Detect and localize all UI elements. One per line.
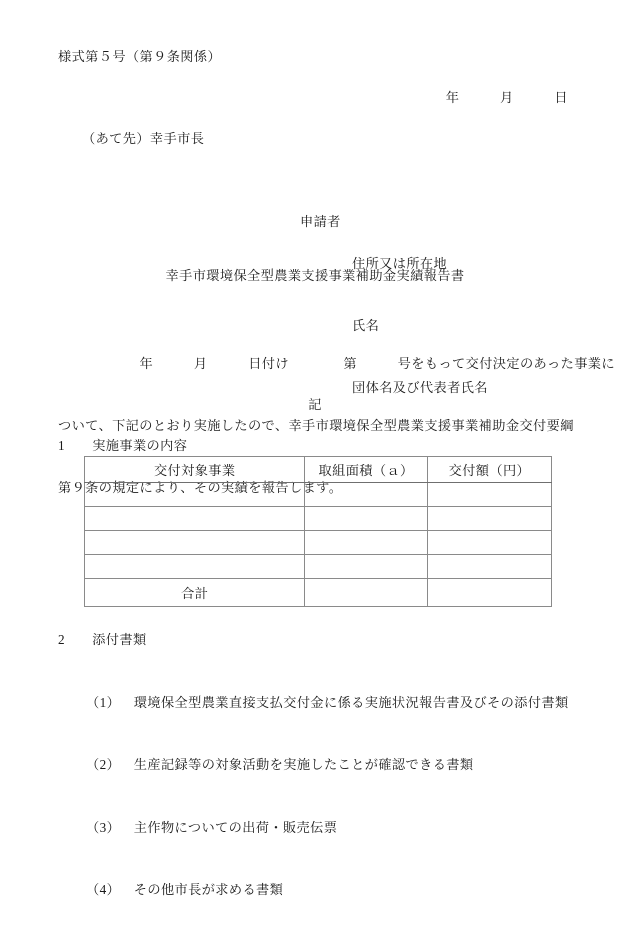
attachment-marker-4: （4）	[86, 882, 121, 898]
applicant-label: 申請者	[300, 213, 341, 229]
section-2-number: 2	[58, 632, 65, 647]
cell-area[interactable]	[305, 531, 427, 555]
list-item	[86, 692, 569, 714]
applicant-organization-field: 団体名及び代表者氏名	[352, 380, 488, 396]
ki-marker: 記	[308, 397, 322, 412]
cell-target-project[interactable]	[85, 507, 305, 531]
addressee-line: （あて先）幸手市長	[82, 131, 205, 146]
cell-amount[interactable]	[427, 483, 551, 507]
table-header-row	[85, 457, 552, 483]
cell-area[interactable]	[305, 483, 427, 507]
applicant-name-field: 氏名	[352, 318, 380, 334]
section-1-label: 実施事業の内容	[92, 438, 188, 453]
table-total-row	[85, 579, 552, 607]
form-number: 様式第５号（第９条関係）	[58, 49, 222, 64]
attachment-marker-1: （1）	[86, 694, 121, 710]
attachment-list	[86, 651, 569, 942]
cell-target-project[interactable]	[85, 531, 305, 555]
cell-amount[interactable]	[427, 555, 551, 579]
attachment-text-4: その他市長が求める書類	[133, 882, 284, 898]
body-line-3: 第９条の規定により、その実績を報告します。	[58, 480, 343, 496]
table-row	[85, 531, 552, 555]
table-row	[85, 507, 552, 531]
list-item	[86, 817, 569, 839]
total-area[interactable]	[305, 579, 427, 607]
date-line: 年 月 日	[445, 90, 568, 105]
cell-amount[interactable]	[427, 507, 551, 531]
section-1-number: 1	[58, 438, 65, 453]
list-item	[86, 879, 569, 901]
section-1-heading	[58, 436, 187, 456]
total-label: 合計	[85, 579, 305, 607]
table-row	[85, 483, 552, 507]
column-header-area: 取組面積（ａ）	[305, 457, 427, 483]
column-header-target-project: 交付対象事業	[85, 457, 305, 483]
cell-area[interactable]	[305, 507, 427, 531]
table-row	[85, 555, 552, 579]
body-line-2: ついて、下記のとおり実施したので、幸手市環境保全型農業支援事業補助金交付要綱	[58, 418, 574, 434]
body-line-1: 年 月 日付け 第 号をもって交付決定のあった事業に	[58, 355, 615, 371]
attachment-marker-2: （2）	[86, 757, 121, 773]
list-item	[86, 754, 569, 776]
cell-amount[interactable]	[427, 531, 551, 555]
cell-target-project[interactable]	[85, 483, 305, 507]
attachment-text-2: 生産記録等の対象活動を実施したことが確認できる書類	[133, 757, 474, 773]
section-2-heading	[58, 630, 147, 650]
cell-target-project[interactable]	[85, 555, 305, 579]
implementation-table-wrapper	[84, 456, 552, 607]
document-title: 幸手市環境保全型農業支援事業補助金実績報告書	[165, 268, 465, 283]
implementation-table	[84, 456, 552, 607]
attachment-text-1: 環境保全型農業直接支払交付金に係る実施状況報告書及びその添付書類	[133, 694, 569, 710]
cell-area[interactable]	[305, 555, 427, 579]
section-2-label: 添付書類	[92, 632, 147, 647]
attachment-text-3: 主作物についての出荷・販売伝票	[133, 819, 338, 835]
total-amount[interactable]	[427, 579, 551, 607]
applicant-address-field: 住所又は所在地	[352, 255, 448, 271]
column-header-amount: 交付額（円）	[427, 457, 551, 483]
attachment-marker-3: （3）	[86, 819, 121, 835]
